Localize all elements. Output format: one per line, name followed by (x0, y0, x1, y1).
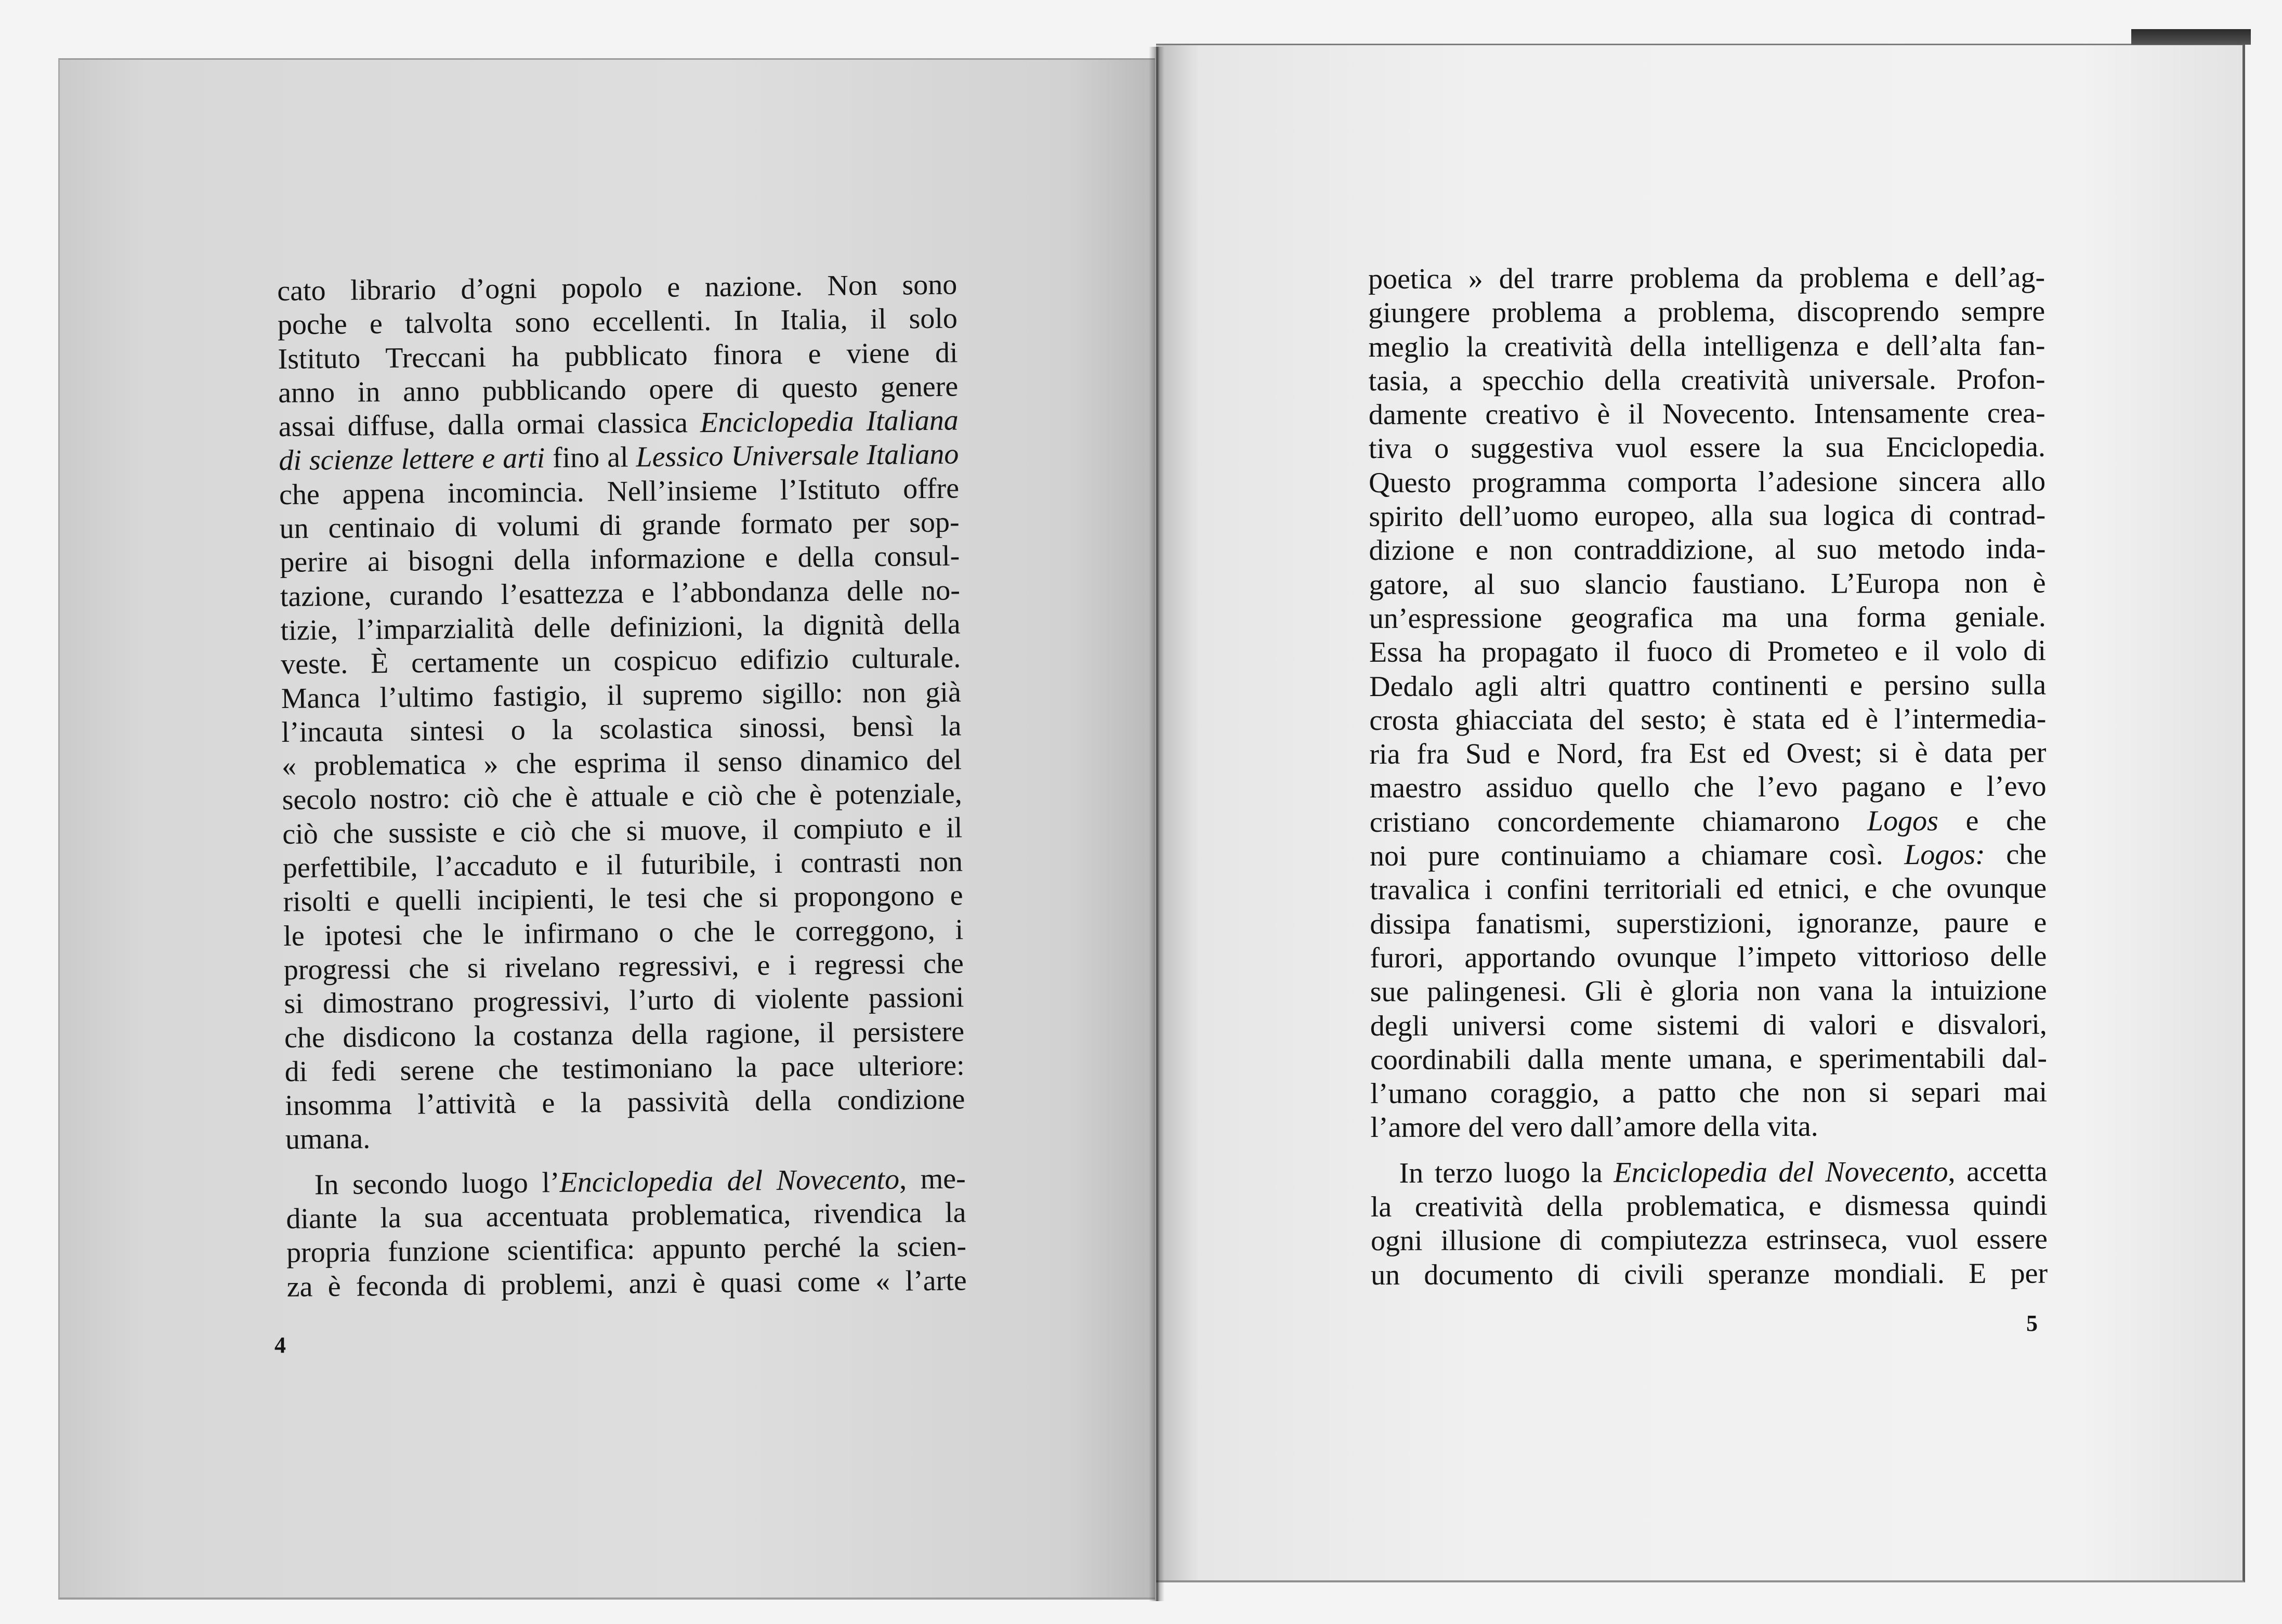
text-line: dizione e non contraddizione, al suo metodo inda- (1369, 532, 2046, 567)
text-run: cristiano concordemente chiamarono (1369, 805, 1868, 839)
text-line: Dedalo agli altri quattro continenti e persino sulla (1369, 669, 2047, 703)
book-gutter (1149, 47, 1164, 1601)
text-run: assai diffuse, dalla ormai classica (278, 407, 688, 443)
text-line: anno in anno pubblicando opere di questo genere (278, 370, 959, 409)
text-line (279, 438, 959, 478)
text-run: e che (1938, 804, 2047, 837)
text-line: Essa ha propagato il fuoco di Prometeo e il volo di (1369, 634, 2047, 669)
text-line: tazione, curando l’esattezza e l’abbondanza delle no- (280, 574, 961, 613)
text-line: diante la sua accentuata problematica, rivendica la (286, 1196, 966, 1235)
italic-title: Enciclopedia Italiana (700, 404, 959, 439)
text-line: la creatività della problematica, e dismessa quindi (1370, 1189, 2048, 1224)
text-line: damente creativo è il Novecento. Intensamente crea- (1368, 397, 2045, 431)
text-line: maestro assiduo quello che l’evo pagano e l’evo (1369, 770, 2047, 805)
text-line: secolo nostro: ciò che è attuale e ciò che è potenziale, (282, 777, 962, 817)
text-line: Istituto Treccani ha pubblicato finora e viene di (278, 336, 958, 375)
text-line: risolti e quelli incipienti, le tesi che si propongono e (283, 879, 963, 919)
text-line (1371, 1155, 2048, 1190)
text-line: perfettibile, l’accaduto e il futuribile, i contrasti non (282, 845, 963, 884)
text-run: , me- (899, 1162, 966, 1196)
text-run: , accetta (1948, 1155, 2048, 1188)
text-line: ria fra Sud e Nord, fra Est ed Ovest; si è data per (1369, 736, 2047, 771)
text-line: si dimostrano progressivi, l’urto di violente passioni (284, 981, 964, 1020)
text-line: coordinabili dalla mente umana, e sperimentabili dal- (1370, 1042, 2048, 1076)
text-line: poche e talvolta sono eccellenti. In Italia, il solo (277, 302, 958, 342)
text-run: fino al (544, 441, 636, 475)
text-line: umana. (285, 1122, 371, 1156)
text-line (1370, 838, 2047, 874)
text-line: un’espressione geografica ma una forma geniale. (1369, 600, 2046, 635)
text-line: meglio la creatività della intelligenza e dell’alta fan- (1368, 329, 2045, 363)
text-line: perire ai bisogni della informazione e della consul- (280, 540, 960, 579)
text-line: un centinaio di volumi di grande formato per sop- (279, 506, 960, 545)
text-line: propria funzione scientifica: appunto perché la scien- (286, 1230, 967, 1269)
text-line: tasia, a specchio della creatività universale. Profon- (1368, 363, 2045, 397)
text-run: In secondo luogo l’ (314, 1166, 560, 1201)
text-line: za è feconda di problemi, anzi è quasi come « l’arte (286, 1264, 967, 1303)
text-line: insomma l’attività e la passività della condizione (285, 1083, 965, 1122)
text-line: l’amore del vero dall’amore della vita. (1370, 1110, 1818, 1144)
text-line: dissipa fanatismi, superstizioni, ignoranze, paure e (1370, 906, 2047, 940)
text-line: sue palingenesi. Gli è gloria non vana la intuizione (1370, 974, 2047, 1009)
text-line: che appena incomincia. Nell’insieme l’Istituto offre (279, 472, 960, 511)
page-number: 5 (2026, 1311, 2038, 1336)
book-cover-edge (2131, 29, 2251, 45)
italic-title: di scienze lettere e arti (279, 442, 545, 477)
text-line: tiva o suggestiva vuol essere la sua Enciclopedia. (1368, 431, 2046, 465)
text-line: degli universi come sistemi di valori e disvalori, (1370, 1008, 2047, 1042)
italic-title: Enciclopedia del Novecento (1614, 1155, 1948, 1189)
text-line: progressi che si rivelano regressivi, e i regressi che (283, 947, 964, 986)
text-line: travalica i confini territoriali ed etnici, e che ovunque (1370, 872, 2047, 907)
text-line: l’incauta sintesi o la scolastica sinossi, bensì la (281, 710, 962, 749)
text-line: furori, apportando ovunque l’impeto vittorioso delle (1370, 940, 2047, 974)
text-line (286, 1162, 966, 1202)
text-line: Questo programma comporta l’adesione sincera allo (1369, 465, 2046, 499)
italic-word: Logos (1867, 804, 1939, 837)
text-line: gatore, al suo slancio faustiano. L’Europa non è (1369, 567, 2046, 601)
text-line (1370, 804, 2047, 840)
italic-word: Logos: (1904, 838, 1985, 871)
text-line: di fedi serene che testimoniano la pace ulteriore: (284, 1049, 965, 1088)
text-line: ogni illusione di compiutezza estrinseca, vuol essere (1370, 1223, 2048, 1258)
right-page-text (1368, 261, 2048, 1292)
text-line: crosta ghiacciata del sesto; è stata ed è l’intermedia- (1369, 702, 2047, 737)
text-line (279, 404, 959, 444)
text-run: che (1985, 838, 2047, 871)
text-line: cato librario d’ogni popolo e nazione. Non sono (277, 268, 958, 307)
text-line: un documento di civili speranze mondiali. E per (1371, 1257, 2048, 1291)
page-number: 4 (274, 1332, 286, 1358)
text-line: ciò che sussiste e ciò che si muove, il compiuto e il (282, 811, 963, 850)
italic-title: Lessico Universale Italiano (636, 438, 959, 474)
text-line: tizie, l’imparzialità delle definizioni, la dignità della (280, 608, 961, 647)
text-line: « problematica » che esprima il senso dinamico del (281, 743, 962, 783)
text-line: Manca l’ultimo fastigio, il supremo sigillo: non già (281, 675, 962, 715)
text-line: veste. È certamente un cospicuo edifizio culturale. (280, 641, 961, 681)
text-line: l’umano coraggio, a patto che non si separi mai (1370, 1076, 2048, 1110)
text-line: spirito dell’uomo europeo, alla sua logica di contrad- (1369, 499, 2046, 533)
text-line: le ipotesi che le infirmano o che le correggono, i (283, 913, 964, 952)
text-run: noi pure continuiamo a chiamare così. (1369, 839, 1905, 873)
text-run: In terzo luogo la (1399, 1156, 1614, 1189)
italic-title: Enciclopedia del Novecento (559, 1163, 900, 1199)
text-line: giungere problema a problema, discoprendo sempre (1368, 295, 2045, 330)
text-line: che disdicono la costanza della ragione, il persistere (284, 1015, 965, 1054)
left-page-text (277, 268, 967, 1304)
text-line: poetica » del trarre problema da problema e dell’ag- (1368, 261, 2045, 295)
